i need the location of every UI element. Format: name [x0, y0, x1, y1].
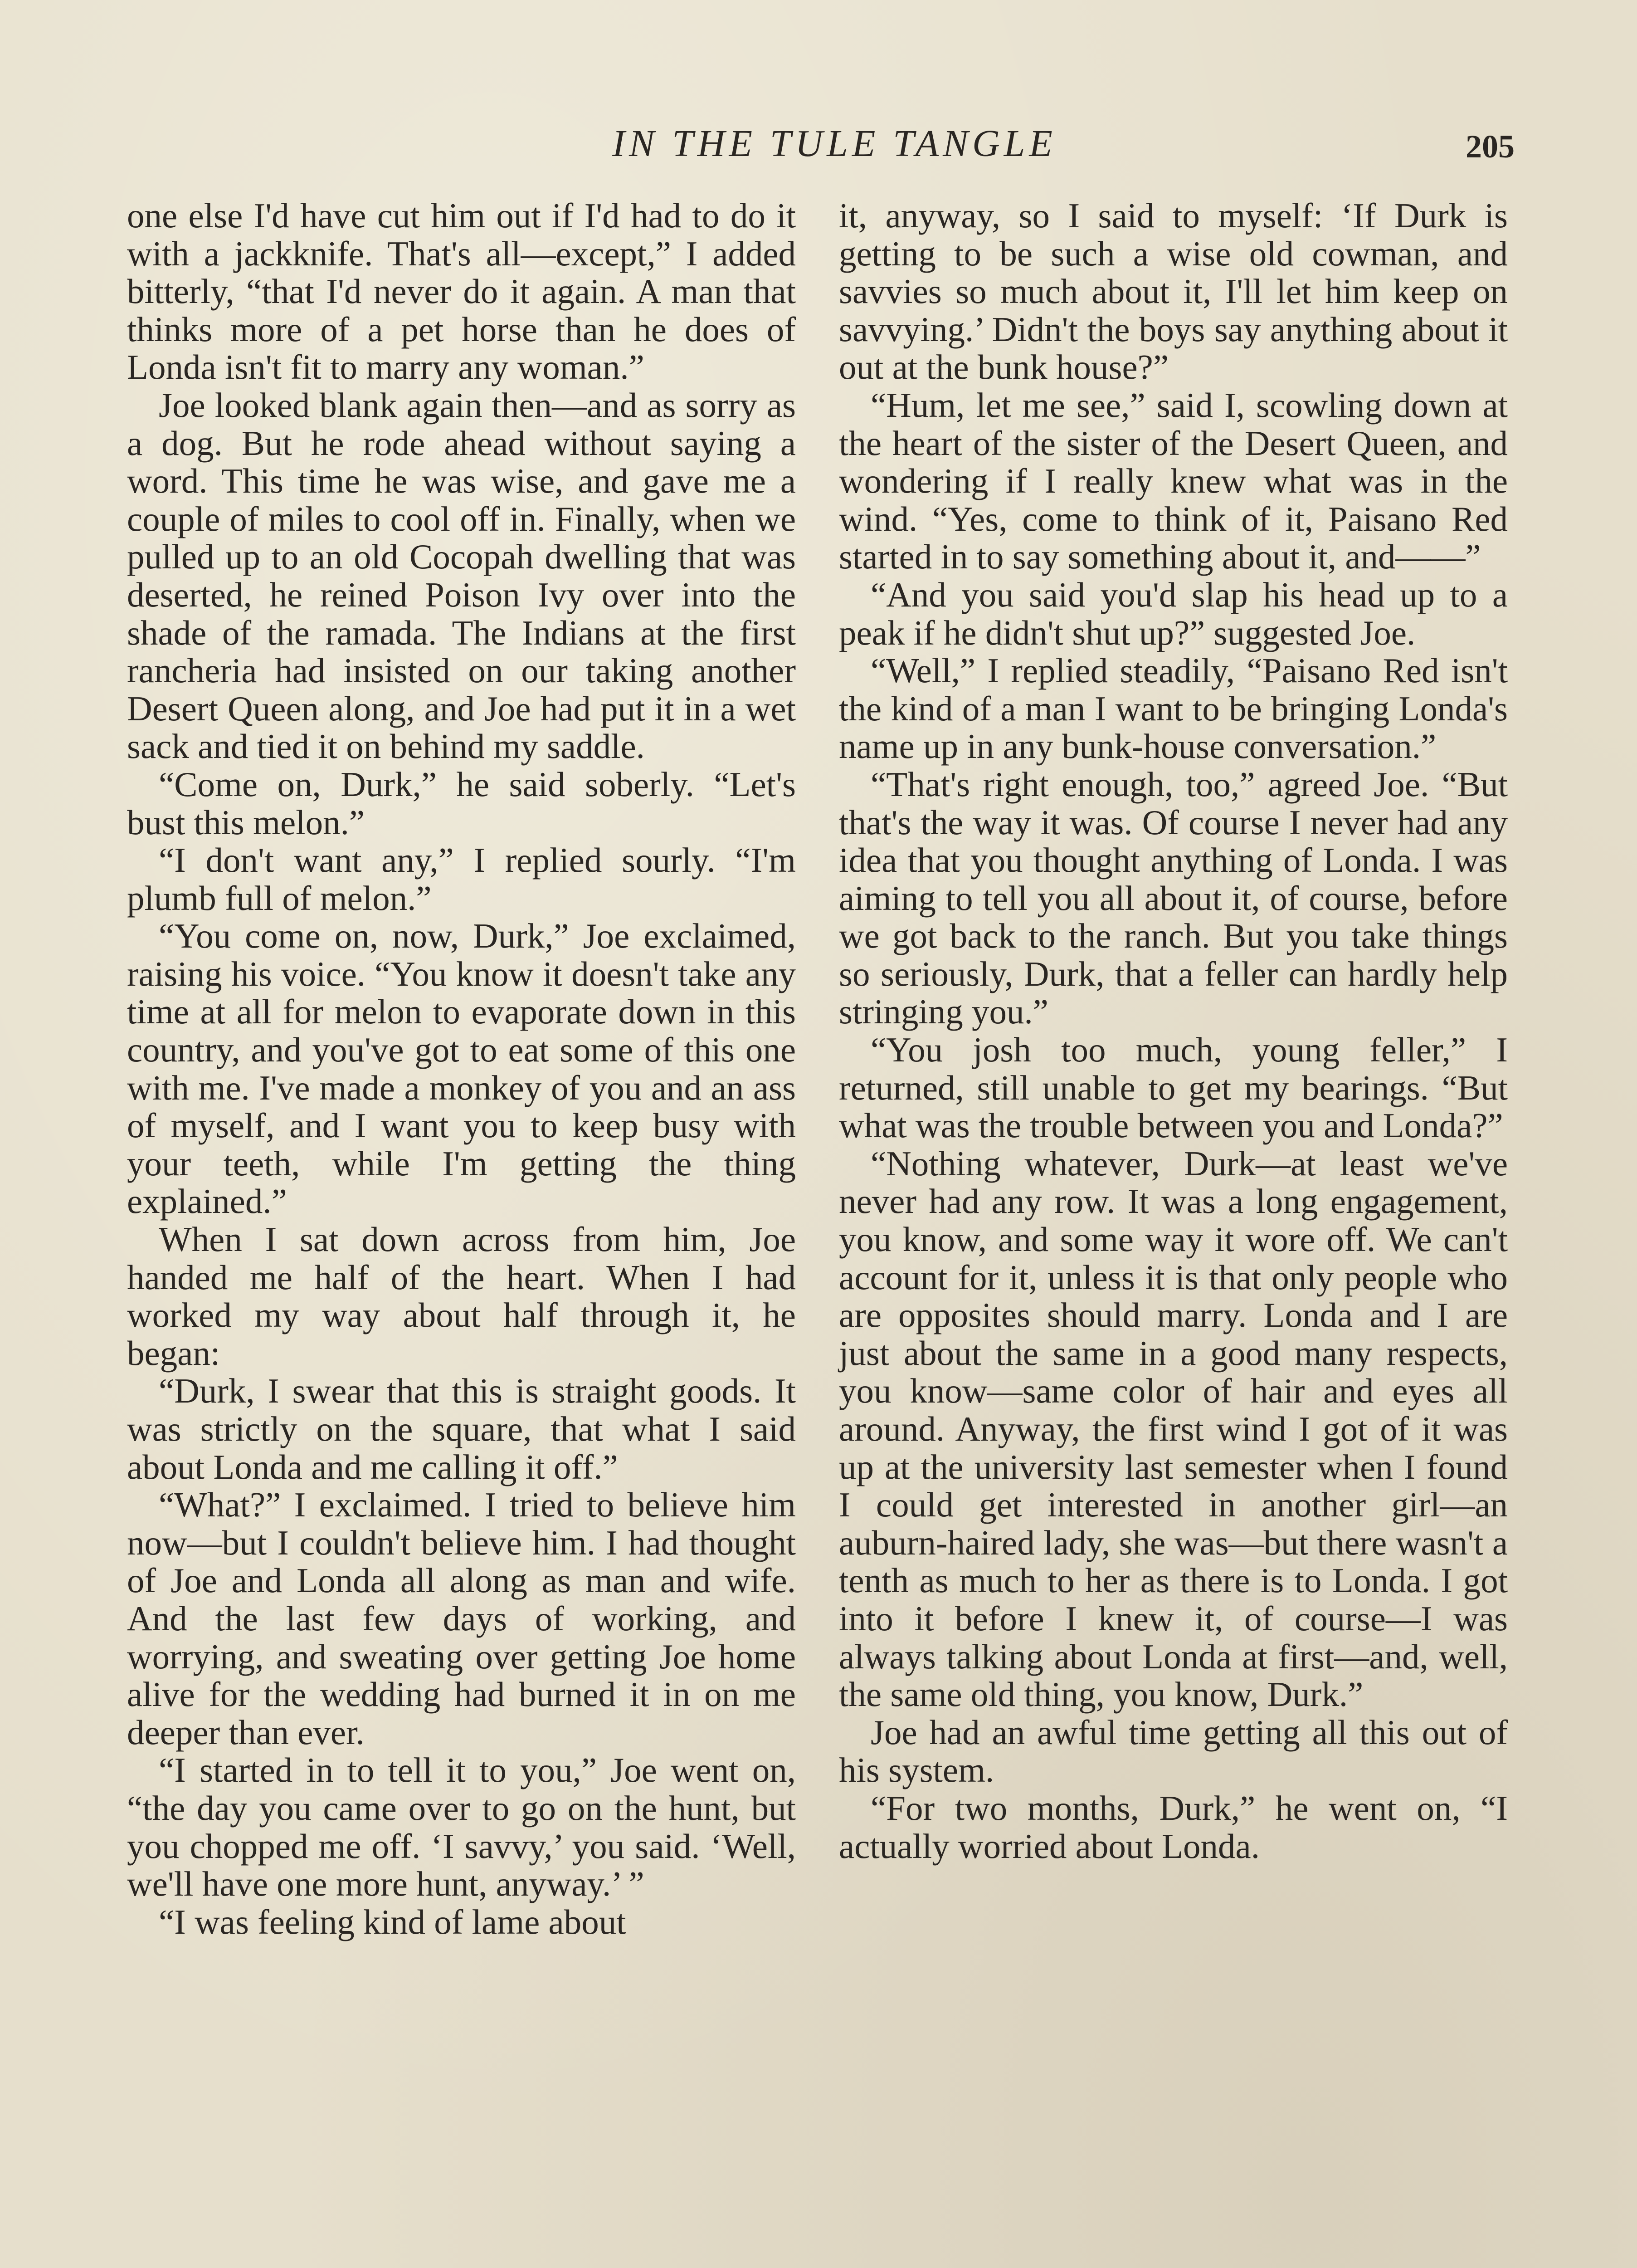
paragraph: “Nothing whatever, Durk—at least we've never had any row. It was a long engagement, you know, and some way it wore off. We can't account for it, unless it is that only people who are opposites should marry. Londa and I are just about the same in a good many respects, you know—same color of hair and eyes all around. Anyway, the first wind I got of it was up at the university last semester when I found I could get interested in another girl—an auburn-haired lady, she was—but there wasn't a tenth as much to her as there is to Londa. I got into it before I knew it, of course—I was always talking about Londa at first—and, well, the same old thing, you know, Durk.”	[839, 1144, 1508, 1714]
running-title: IN THE TULE TANGLE	[612, 122, 1057, 165]
paragraph: “Well,” I replied steadily, “Paisano Red isn't the kind of a man I want to be bringing Londa's name up in any bunk-house conversation.”	[839, 651, 1508, 766]
right-column	[839, 197, 1508, 1865]
paragraph: Joe looked blank again then—and as sorry as a dog. But he rode ahead without saying a word. This time he was wise, and gave me a couple of miles to cool off in. Finally, when we pulled up to an old Cocopah dwelling that was deserted, he reined Poison Ivy over into the shade of the ramada. The Indians at the first rancheria had insisted on our taking another Desert Queen along, and Joe had put it in a wet sack and tied it on behind my saddle.	[127, 385, 796, 766]
running-head	[0, 119, 1637, 169]
paragraph: “Durk, I swear that this is straight goods. It was strictly on the square, that what I said about Londa and me calling it off.”	[127, 1371, 796, 1486]
paragraph: “You josh too much, young feller,” I returned, still unable to get my bearings. “But what was the trouble between you and Londa?”	[839, 1030, 1508, 1145]
paragraph: “Hum, let me see,” said I, scowling down at the heart of the sister of the Desert Queen, and wondering if I really knew what was in the wind. “Yes, come to think of it, Paisano Red started in to say something about it, and——”	[839, 385, 1508, 577]
paragraph: “Come on, Durk,” he said soberly. “Let's bust this melon.”	[127, 764, 796, 842]
paragraph: “That's right enough, too,” agreed Joe. “But that's the way it was. Of course I never had any idea that you thought anything of Londa. I was aiming to tell you all about it, of course, before we got back to the ranch. But you take things so seriously, Durk, that a feller can hardly help stringing you.”	[839, 764, 1508, 1031]
paragraph: “I don't want any,” I replied sourly. “I'm plumb full of melon.”	[127, 841, 796, 918]
paragraph: “You come on, now, Durk,” Joe exclaimed, raising his voice. “You know it doesn't take any time at all for melon to evaporate down in this country, and you've got to eat some of this one with me. I've made a monkey of you and an ass of myself, and I want you to keep busy with your teeth, while I'm getting the thing explained.”	[127, 916, 796, 1221]
paragraph: “I was feeling kind of lame about	[159, 1902, 626, 1941]
paragraph: “And you said you'd slap his head up to a peak if he didn't shut up?” suggested Joe.	[839, 575, 1508, 652]
paragraph: When I sat down across from him, Joe handed me half of the heart. When I had worked my way about half through it, he began:	[127, 1220, 796, 1373]
paragraph: Joe had an awful time getting all this out of his system.	[839, 1712, 1508, 1790]
paragraph: “For two months, Durk,” he went on, “I actually worried about Londa.	[839, 1788, 1508, 1866]
page-number: 205	[1466, 128, 1515, 165]
paragraph: it, anyway, so I said to myself: ‘If Durk is getting to be such a wise old cowman, and savvies so much about it, I'll let him keep on savvying.’ Didn't the boys say anything about it out at the bunk house?”	[839, 196, 1508, 387]
paragraph: “I started in to tell it to you,” Joe went on, “the day you came over to go on the hunt, but you chopped me off. ‘I savvy,’ you said. ‘Well, we'll have one more hunt, anyway.’ ”	[127, 1750, 796, 1904]
paragraph: “What?” I exclaimed. I tried to believe him now—but I couldn't believe him. I had thought of Joe and Londa all along as man and wife. And the last few days of working, and worrying, and sweating over getting Joe home alive for the wedding had burned it in on me deeper than ever.	[127, 1485, 796, 1752]
left-column	[127, 197, 796, 1941]
paragraph: one else I'd have cut him out if I'd had to do it with a jackknife. That's all—except,” I added bitterly, “that I'd never do it again. A man that thinks more of a pet horse than he does of Londa isn't fit to marry any woman.”	[127, 196, 796, 387]
